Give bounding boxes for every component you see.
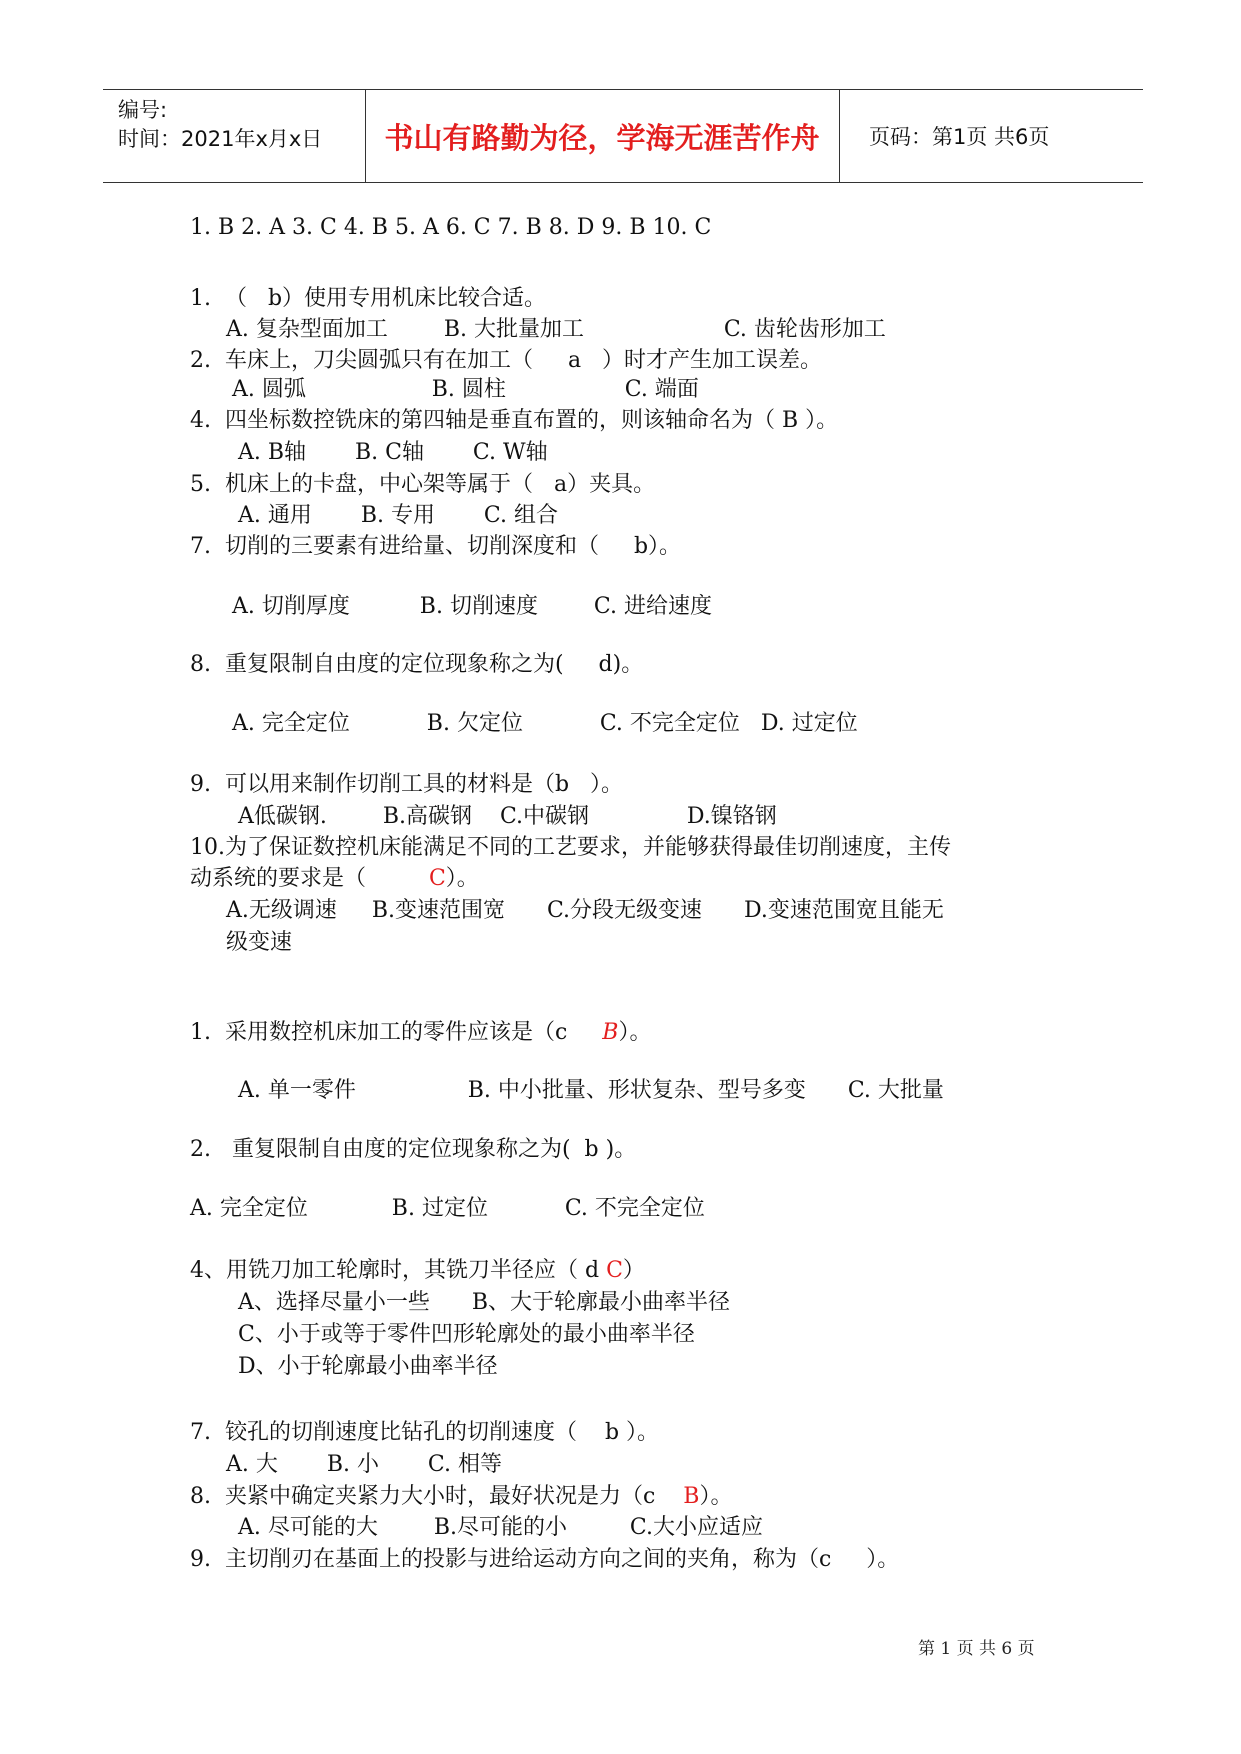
- question-line: 2. 车床上，刀尖圆弧只有在加工（ a ）时才产生加工误差。: [190, 348, 823, 373]
- option-line: A. 单一零件 B. 中小批量、形状复杂、型号多变 C. 大批量: [238, 1078, 944, 1103]
- option-line: A. 通用 B. 专用 C. 组合: [238, 503, 558, 528]
- option-line: A. 复杂型面加工 B. 大批量加工 C. 齿轮齿形加工: [226, 317, 886, 342]
- option-line: A. 完全定位 B. 过定位 C. 不完全定位: [190, 1196, 705, 1221]
- option-line: A、选择尽量小一些 B、大于轮廓最小曲率半径: [238, 1290, 731, 1315]
- question-line: 7. 切削的三要素有进给量、切削深度和（ b）。: [190, 534, 682, 559]
- answer-key: 1. B 2. A 3. C 4. B 5. A 6. C 7. B 8. D 9. B 10. C: [190, 215, 712, 240]
- question-line: 1. （ b）使用专用机床比较合适。: [190, 286, 547, 311]
- answer-mark: C: [428, 866, 446, 891]
- header-page-info: 页码：第1页 共6页: [869, 125, 1050, 149]
- question-line: 8. 夹紧中确定夹紧力大小时，最好状况是力（c B）。: [190, 1484, 733, 1509]
- header-left-cell: [118, 96, 322, 154]
- option-line: A. B轴 B. C轴 C. W轴: [238, 440, 548, 465]
- header-motto: 书山有路勤为径，学海无涯苦作舟: [384, 120, 820, 155]
- header-table: [103, 89, 1143, 183]
- option-line: A.无级调速 B.变速范围宽 C.分段无级变速 D.变速范围宽且能无: [226, 898, 944, 923]
- question-line: 9. 可以用来制作切削工具的材料是（b ）。: [190, 772, 624, 797]
- answer-mark: C: [606, 1258, 623, 1283]
- page-footer: 第 1 页 共 6 页: [918, 1639, 1035, 1659]
- option-line: A. 完全定位 B. 欠定位 C. 不完全定位 D. 过定位: [232, 711, 858, 736]
- option-line: D、小于轮廓最小曲率半径: [238, 1354, 498, 1379]
- option-line: A低碳钢. B.高碳钢 C.中碳钢 D.镍铬钢: [238, 804, 777, 829]
- question-line: 9. 主切削刃在基面上的投影与进给运动方向之间的夹角，称为（c ）。: [190, 1547, 900, 1572]
- question-line: 动系统的要求是（ C）。: [190, 866, 479, 891]
- number-label: 编号:: [118, 98, 168, 122]
- option-line: A. 尽可能的大 B.尽可能的小 C.大小应适应: [238, 1515, 763, 1540]
- option-line: A. 圆弧 B. 圆柱 C. 端面: [232, 377, 699, 402]
- question-line: 5. 机床上的卡盘，中心架等属于（ a）夹具。: [190, 472, 656, 497]
- question-line: 7. 铰孔的切削速度比钻孔的切削速度（ b ）。: [190, 1420, 660, 1445]
- question-line: 2. 重复限制自由度的定位现象称之为( b )。: [190, 1137, 637, 1162]
- header-divider: [839, 90, 840, 182]
- answer-mark: B: [602, 1020, 619, 1045]
- answer-mark: B: [683, 1484, 700, 1509]
- option-line: C、小于或等于零件凹形轮廓处的最小曲率半径: [238, 1322, 695, 1347]
- time-label: 时间：2021年x月x日: [118, 127, 323, 151]
- question-line: 4. 四坐标数控铣床的第四轴是垂直布置的，则该轴命名为（ B ）。: [190, 408, 839, 433]
- question-line: 10.为了保证数控机床能满足不同的工艺要求，并能够获得最佳切削速度，主传: [190, 835, 951, 860]
- option-line: A. 切削厚度 B. 切削速度 C. 进给速度: [232, 594, 712, 619]
- question-line: 4、用铣刀加工轮廓时，其铣刀半径应（ d C）: [190, 1258, 645, 1283]
- option-line: 级变速: [226, 930, 293, 955]
- option-line: A. 大 B. 小 C. 相等: [226, 1452, 502, 1477]
- question-line: 1. 采用数控机床加工的零件应该是（c B）。: [190, 1020, 652, 1045]
- question-line: 8. 重复限制自由度的定位现象称之为( d)。: [190, 652, 644, 677]
